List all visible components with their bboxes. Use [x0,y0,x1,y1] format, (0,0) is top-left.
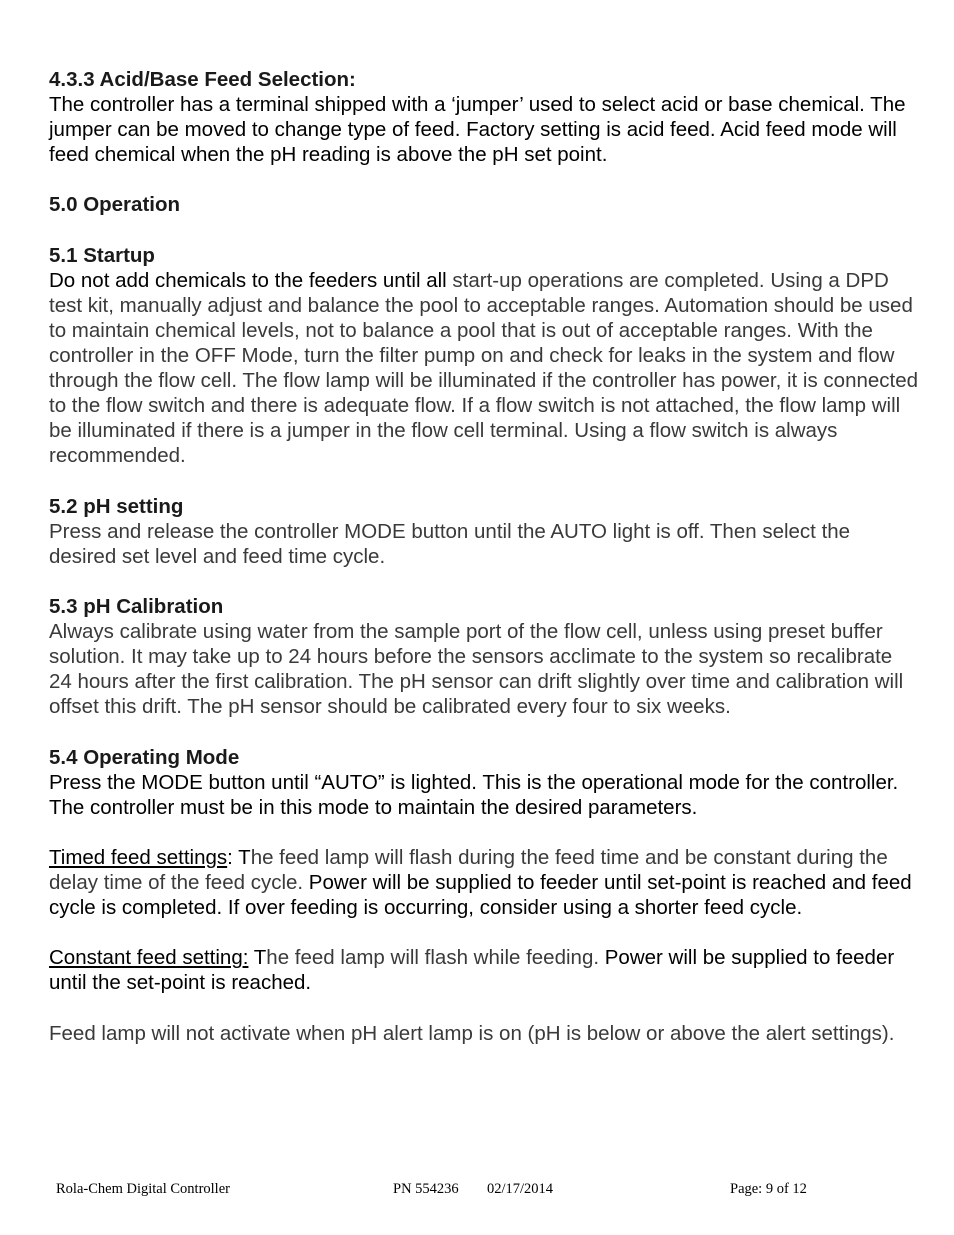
timed-feed-label: Timed feed settings [49,845,228,869]
section-4-3-3-heading: 4.3.3 Acid/Base Feed Selection: [49,68,356,91]
constant-feed-gray-text: he feed lamp will flash while feeding. [266,946,600,970]
section-5-1-body [49,268,919,469]
timed-feed-paragraph [49,845,919,920]
section-5-1-heading: 5.1 Startup [49,243,155,267]
section-5-4-heading: 5.4 Operating Mode [49,745,240,769]
footer-product-name: Rola-Chem Digital Controller [56,1181,230,1197]
footer-date: 02/17/2014 [487,1181,554,1197]
section-5-4-body: Press the MODE button until “AUTO” is lighted. This is the operational mode for the controller. The controller must be in this mode to maintain the desired parameters. [49,770,899,819]
timed-feed-sep: : T [227,845,251,869]
timed-feed-gray-text: he feed lamp will flash during the feed time and be constant during the delay time of the feed cycle. [49,845,888,894]
constant-feed-sep: T [248,946,267,970]
constant-feed-rest-text: Power will be supplied to feeder until the set-point is reached. [49,946,895,995]
constant-feed-label: Constant feed setting: [49,946,249,970]
footer-part-number: PN 554236 [393,1181,459,1197]
section-4-3-3-body: The controller has a terminal shipped with a ‘jumper’ used to select acid or base chemical. The jumper can be moved to change type of feed. Factory setting is acid feed. Acid feed mode will feed chemical when the pH reading is above the pH set point. [49,93,906,167]
startup-text-a: Do not add chemicals to the feeders until all [49,268,447,292]
section-5-2-body: Press and release the controller MODE button until the AUTO light is off. Then select the desired set level and feed time cycle. [49,519,851,568]
section-5-3-body: Always calibrate using water from the sample port of the flow cell, unless using preset buffer solution. It may take up to 24 hours before the sensors acclimate to the system so recalibrate 24 hours after the first calibration. The pH sensor can drift slightly over time and calibration will offset this drift. The pH sensor should be calibrated every four to six weeks. [49,620,904,719]
section-5-0-heading: 5.0 Operation [49,193,181,217]
footer-page-number: Page: 9 of 12 [730,1181,807,1197]
document-page [49,67,919,1046]
section-5-3-heading: 5.3 pH Calibration [49,594,224,618]
timed-feed-rest-text: Power will be supplied to feeder until set-point is reached and feed cycle is completed. If over feeding is occurring, consider using a shorter feed cycle. [49,871,912,920]
startup-text-b: start-up operations are completed. Using a DPD test kit, manually adjust and balance the pool to acceptable ranges. Automation should be used to maintain chemical levels, not to balance a pool that is out of acceptable ranges. With the controller in the OFF Mode, turn the filter pump on and check for leaks in the system and flow through the flow cell. The flow lamp will be illuminated if the controller has power, it is connected to the flow switch and there is adequate flow. If a flow switch is not attached, the flow lamp will be illuminated if there is a jumper in the flow cell terminal. Using a flow switch is always recommended. [49,268,919,468]
section-5-2-heading: 5.2 pH setting [49,494,184,518]
feed-lamp-note: Feed lamp will not activate when pH alert lamp is on (pH is below or above the alert settings). [49,1021,895,1045]
constant-feed-paragraph [49,945,919,995]
